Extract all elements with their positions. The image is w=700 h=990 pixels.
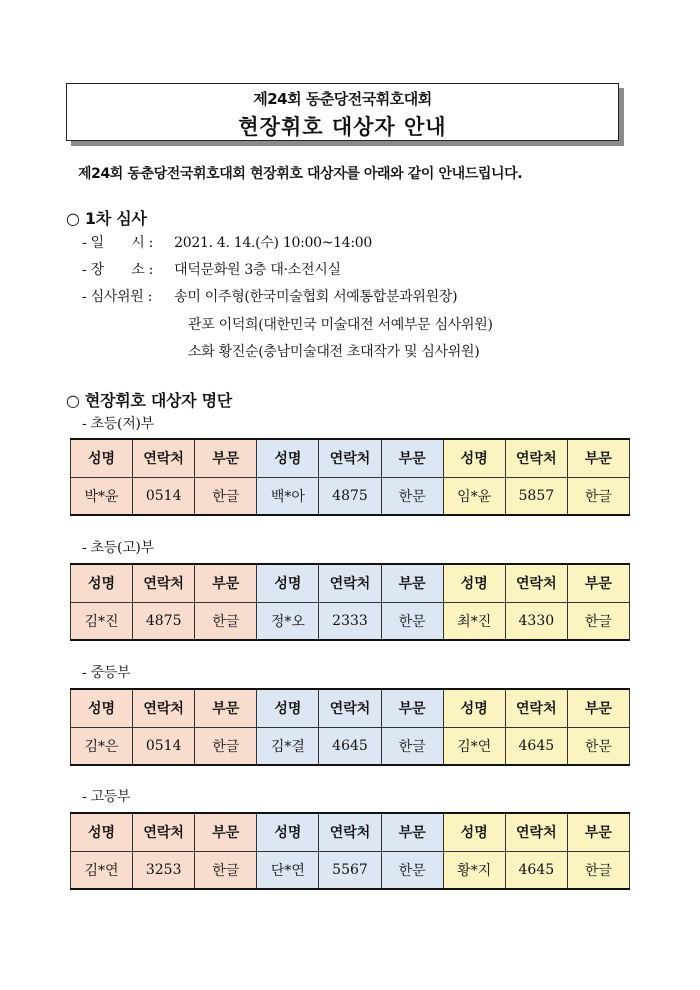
header-name: 성명 bbox=[71, 689, 133, 727]
roster-table-elementary-lower bbox=[70, 438, 630, 516]
roster-table-high-school bbox=[70, 812, 630, 890]
group-label-high-school: - 고등부 bbox=[82, 789, 131, 805]
header-category: 부문 bbox=[381, 564, 443, 602]
header-contact: 연락처 bbox=[319, 689, 381, 727]
group-label-middle-school: - 중등부 bbox=[82, 665, 131, 681]
header-name: 성명 bbox=[257, 689, 319, 727]
table-row bbox=[71, 477, 630, 515]
place-line bbox=[82, 259, 341, 279]
cell-contact: 4645 bbox=[319, 727, 381, 765]
cell-category: 한문 bbox=[381, 477, 443, 515]
cell-category: 한글 bbox=[381, 727, 443, 765]
judges-line bbox=[82, 286, 457, 306]
header-contact: 연락처 bbox=[319, 813, 381, 851]
header-contact: 연락처 bbox=[505, 564, 567, 602]
cell-contact: 5567 bbox=[319, 851, 381, 889]
cell-name: 김*결 bbox=[257, 727, 319, 765]
cell-category: 한글 bbox=[195, 851, 257, 889]
date-label: - 일 시 : bbox=[82, 235, 153, 251]
cell-name: 정*오 bbox=[257, 602, 319, 640]
header-category: 부문 bbox=[567, 689, 629, 727]
header-contact: 연락처 bbox=[133, 564, 195, 602]
header-name: 성명 bbox=[71, 564, 133, 602]
table-row bbox=[71, 851, 630, 889]
cell-name: 황*지 bbox=[443, 851, 505, 889]
cell-name: 김*연 bbox=[71, 851, 133, 889]
header-contact: 연락처 bbox=[505, 439, 567, 477]
header-category: 부문 bbox=[381, 439, 443, 477]
header-name: 성명 bbox=[443, 564, 505, 602]
cell-category: 한문 bbox=[567, 727, 629, 765]
roster-table-middle-school bbox=[70, 688, 630, 766]
cell-category: 한글 bbox=[567, 602, 629, 640]
cell-name: 백*아 bbox=[257, 477, 319, 515]
header-name: 성명 bbox=[443, 813, 505, 851]
section1-heading: ○ 1차 심사 bbox=[66, 209, 147, 228]
cell-contact: 0514 bbox=[133, 477, 195, 515]
cell-contact: 4645 bbox=[505, 727, 567, 765]
header-name: 성명 bbox=[443, 689, 505, 727]
header-contact: 연락처 bbox=[319, 564, 381, 602]
header-category: 부문 bbox=[567, 564, 629, 602]
place-value: 대덕문화원 3층 대·소전시실 bbox=[174, 262, 341, 278]
title-box bbox=[66, 83, 619, 141]
header-category: 부문 bbox=[567, 439, 629, 477]
intro-text: 제24회 동춘당전국휘호대회 현장휘호 대상자를 아래와 같이 안내드립니다. bbox=[78, 166, 523, 182]
cell-contact: 4875 bbox=[319, 477, 381, 515]
header-category: 부문 bbox=[381, 689, 443, 727]
cell-category: 한글 bbox=[195, 727, 257, 765]
cell-contact: 4330 bbox=[505, 602, 567, 640]
header-category: 부문 bbox=[567, 813, 629, 851]
cell-category: 한글 bbox=[567, 851, 629, 889]
cell-name: 최*진 bbox=[443, 602, 505, 640]
judge-3: 소화 황진순(충남미술대전 초대작가 및 심사위원) bbox=[188, 344, 480, 360]
judges-label: - 심사위원 : bbox=[82, 289, 153, 305]
cell-contact: 0514 bbox=[133, 727, 195, 765]
header-category: 부문 bbox=[195, 689, 257, 727]
roster-table-elementary-upper bbox=[70, 563, 630, 641]
header-contact: 연락처 bbox=[133, 813, 195, 851]
header-category: 부문 bbox=[195, 813, 257, 851]
cell-category: 한글 bbox=[195, 602, 257, 640]
judge-2: 관포 이덕희(대한민국 미술대전 서예부문 심사위원) bbox=[188, 317, 493, 333]
header-contact: 연락처 bbox=[133, 689, 195, 727]
date-value: 2021. 4. 14.(수) 10:00~14:00 bbox=[174, 235, 372, 251]
header-name: 성명 bbox=[71, 439, 133, 477]
header-name: 성명 bbox=[443, 439, 505, 477]
cell-contact: 4645 bbox=[505, 851, 567, 889]
event-title: 제24회 동춘당전국휘호대회 bbox=[253, 90, 432, 108]
header-contact: 연락처 bbox=[133, 439, 195, 477]
judge-1: 송미 이주형(한국미술협회 서예통합분과위원장) bbox=[174, 289, 458, 305]
header-name: 성명 bbox=[257, 564, 319, 602]
header-name: 성명 bbox=[71, 813, 133, 851]
cell-name: 임*윤 bbox=[443, 477, 505, 515]
cell-name: 김*은 bbox=[71, 727, 133, 765]
header-category: 부문 bbox=[195, 564, 257, 602]
group-label-elementary-lower: - 초등(저)부 bbox=[82, 416, 154, 432]
header-name: 성명 bbox=[257, 813, 319, 851]
cell-category: 한문 bbox=[381, 602, 443, 640]
table-row bbox=[71, 602, 630, 640]
section2-heading: ○ 현장휘호 대상자 명단 bbox=[66, 391, 232, 410]
header-name: 성명 bbox=[257, 439, 319, 477]
cell-category: 한글 bbox=[567, 477, 629, 515]
cell-category: 한글 bbox=[195, 477, 257, 515]
cell-name: 단*연 bbox=[257, 851, 319, 889]
header-category: 부문 bbox=[195, 439, 257, 477]
cell-contact: 3253 bbox=[133, 851, 195, 889]
header-contact: 연락처 bbox=[319, 439, 381, 477]
group-label-elementary-upper: - 초등(고)부 bbox=[82, 540, 154, 556]
cell-contact: 5857 bbox=[505, 477, 567, 515]
place-label: - 장 소 : bbox=[82, 262, 153, 278]
cell-name: 박*윤 bbox=[71, 477, 133, 515]
cell-name: 김*진 bbox=[71, 602, 133, 640]
cell-name: 김*연 bbox=[443, 727, 505, 765]
header-category: 부문 bbox=[381, 813, 443, 851]
date-line bbox=[82, 232, 372, 252]
header-contact: 연락처 bbox=[505, 813, 567, 851]
cell-contact: 2333 bbox=[319, 602, 381, 640]
page-title: 현장휘호 대상자 안내 bbox=[238, 115, 447, 139]
cell-contact: 4875 bbox=[133, 602, 195, 640]
cell-category: 한문 bbox=[381, 851, 443, 889]
table-row bbox=[71, 727, 630, 765]
header-contact: 연락처 bbox=[505, 689, 567, 727]
